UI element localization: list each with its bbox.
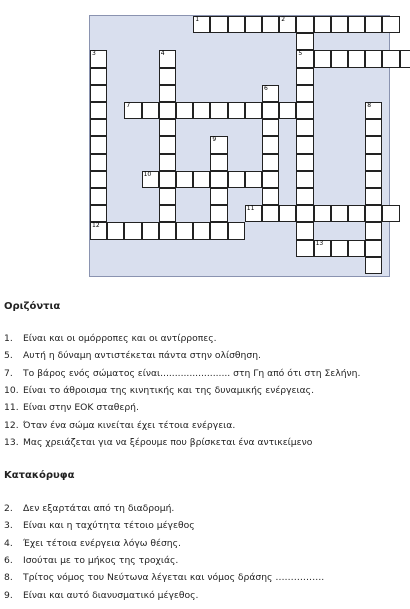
crossword-cell[interactable] — [176, 102, 193, 119]
clue-number: 1. — [4, 333, 13, 344]
crossword-cell[interactable] — [296, 240, 313, 257]
crossword-cell[interactable] — [159, 68, 176, 85]
crossword-cell[interactable] — [348, 50, 365, 67]
across-clue — [4, 350, 261, 361]
crossword-cell[interactable] — [296, 68, 313, 85]
crossword-cell[interactable] — [365, 50, 382, 67]
crossword-cell[interactable] — [296, 50, 313, 67]
clue-text: Μας χρειάζεται για να ξέρουμε που βρίσκεται ένα αντικείμενο — [23, 436, 313, 448]
cell-clue-number: 3 — [92, 50, 96, 58]
crossword-cell[interactable] — [90, 171, 107, 188]
crossword-cell[interactable] — [365, 119, 382, 136]
crossword-cell[interactable] — [159, 222, 176, 239]
clue-text: Είναι και οι ομόρροπες και οι αντίρροπες. — [23, 333, 217, 344]
crossword-cell[interactable] — [296, 222, 313, 239]
crossword-cell[interactable] — [296, 188, 313, 205]
crossword-cell[interactable] — [245, 205, 262, 222]
crossword-cell[interactable] — [365, 257, 382, 274]
crossword-cell[interactable] — [159, 154, 176, 171]
across-clue — [4, 402, 139, 413]
down-clue — [4, 572, 324, 583]
crossword-cell[interactable] — [279, 205, 296, 222]
crossword-cell[interactable] — [331, 240, 348, 257]
crossword-cell[interactable] — [159, 188, 176, 205]
clue-text: Αυτή η δύναμη αντιστέκεται πάντα στην ολίσθηση. — [23, 350, 261, 362]
down-clue — [4, 590, 198, 601]
crossword-cell[interactable] — [193, 171, 210, 188]
cell-clue-number: 2 — [281, 16, 286, 23]
crossword-cell[interactable] — [296, 16, 313, 33]
crossword-cell[interactable] — [314, 50, 331, 67]
crossword-cell[interactable] — [193, 222, 210, 239]
crossword-cell[interactable] — [331, 16, 348, 33]
crossword-cell[interactable] — [348, 16, 365, 33]
crossword-cell[interactable] — [210, 171, 227, 188]
clue-text: Έχει τέτοια ενέργεια λόγω θέσης. — [23, 537, 181, 549]
crossword-cell[interactable] — [365, 16, 382, 33]
crossword-cell[interactable] — [90, 222, 107, 239]
across-clue — [4, 333, 217, 344]
crossword-cell[interactable] — [90, 136, 107, 153]
cell-clue-number: 11 — [246, 205, 255, 213]
clue-text: Τρίτος νόμος του Νεύτωνα λέγεται και νόμος δράσης ……………. — [23, 572, 325, 584]
crossword-cell[interactable] — [159, 85, 176, 102]
crossword-cell[interactable] — [262, 102, 279, 119]
crossword-cell[interactable] — [124, 222, 141, 239]
crossword-cell[interactable] — [90, 205, 107, 222]
crossword-cell[interactable] — [159, 171, 176, 188]
crossword-cell[interactable] — [159, 119, 176, 136]
crossword-cell[interactable] — [228, 102, 245, 119]
crossword-cell[interactable] — [314, 240, 331, 257]
crossword-cell[interactable] — [159, 205, 176, 222]
cell-clue-number: 1 — [195, 16, 200, 23]
clue-number: 3. — [4, 520, 13, 532]
clue-text: Είναι στην ΕΟΚ σταθερή. — [23, 402, 139, 414]
cell-clue-number: 13 — [315, 239, 324, 247]
crossword-cell[interactable] — [365, 171, 382, 188]
down-clue — [4, 520, 195, 531]
cell-clue-number: 5 — [298, 50, 303, 58]
clue-text: Είναι και η ταχύτητα τέτοιο μέγεθος — [23, 520, 195, 532]
crossword-cell[interactable] — [90, 188, 107, 205]
crossword-cell[interactable] — [382, 16, 399, 33]
crossword-cell[interactable] — [210, 16, 227, 33]
crossword-cell[interactable] — [159, 136, 176, 153]
crossword-cell[interactable] — [210, 222, 227, 239]
crossword-cell[interactable] — [228, 16, 245, 33]
crossword-cell[interactable] — [365, 154, 382, 171]
crossword-cell[interactable] — [279, 16, 296, 33]
cell-clue-number: 7 — [126, 102, 131, 109]
clue-text: Όταν ένα σώμα κινείται έχει τέτοια ενέργεια. — [23, 419, 236, 431]
crossword-cell[interactable] — [365, 102, 382, 119]
crossword-grid — [89, 15, 390, 277]
across-clue — [4, 420, 235, 431]
across-heading: Οριζόντια — [4, 301, 61, 312]
crossword-cell[interactable] — [193, 102, 210, 119]
crossword-cell[interactable] — [142, 222, 159, 239]
crossword-cell[interactable] — [365, 205, 382, 222]
crossword-cell[interactable] — [228, 171, 245, 188]
crossword-cell[interactable] — [296, 33, 313, 50]
crossword-cell[interactable] — [262, 205, 279, 222]
crossword-cell[interactable] — [262, 171, 279, 188]
crossword-cell[interactable] — [90, 154, 107, 171]
clue-number: 9. — [4, 589, 13, 601]
clue-text: Είναι το άθροισμα της κινητικής και της δυναμικής ενέργειας. — [23, 384, 314, 396]
crossword-cell[interactable] — [296, 136, 313, 153]
crossword-cell[interactable] — [210, 102, 227, 119]
crossword-cell[interactable] — [400, 50, 410, 67]
crossword-cell[interactable] — [348, 205, 365, 222]
clue-number: 7. — [4, 367, 13, 379]
clue-number: 5. — [4, 350, 13, 362]
clue-text: Είναι και αυτό διανυσματικό μέγεθος. — [23, 589, 199, 601]
clue-number: 13. — [4, 436, 19, 448]
crossword-cell[interactable] — [296, 205, 313, 222]
crossword-cell[interactable] — [382, 50, 399, 67]
clue-number: 12. — [4, 419, 19, 431]
clue-number: 10. — [4, 384, 19, 396]
crossword-cell[interactable] — [90, 50, 107, 67]
crossword-cell[interactable] — [365, 188, 382, 205]
crossword-cell[interactable] — [245, 171, 262, 188]
crossword-cell[interactable] — [262, 136, 279, 153]
crossword-cell[interactable] — [331, 50, 348, 67]
crossword-cell[interactable] — [296, 119, 313, 136]
crossword-cell[interactable] — [314, 205, 331, 222]
down-heading: Κατακόρυφα — [4, 470, 75, 481]
cell-clue-number: 9 — [212, 136, 217, 144]
cell-clue-number: 8 — [367, 102, 372, 109]
clue-number: 6. — [4, 554, 13, 566]
cell-clue-number: 4 — [160, 50, 165, 58]
crossword-cell[interactable] — [159, 50, 176, 67]
crossword-cell[interactable] — [107, 222, 124, 239]
crossword-cell[interactable] — [365, 136, 382, 153]
crossword-cell[interactable] — [193, 16, 210, 33]
crossword-cell[interactable] — [296, 102, 313, 119]
cell-clue-number: 10 — [143, 170, 152, 178]
crossword-cell[interactable] — [382, 205, 399, 222]
crossword-cell[interactable] — [228, 222, 245, 239]
crossword-cell[interactable] — [262, 85, 279, 102]
crossword-cell[interactable] — [90, 119, 107, 136]
crossword-cell[interactable] — [142, 171, 159, 188]
crossword-cell[interactable] — [210, 154, 227, 171]
crossword-cell[interactable] — [279, 102, 296, 119]
crossword-cell[interactable] — [296, 171, 313, 188]
across-clue — [4, 437, 312, 448]
clue-number: 11. — [4, 402, 19, 414]
clue-text: Δεν εξαρτάται από τη διαδρομή. — [23, 503, 175, 514]
crossword-cell[interactable] — [176, 171, 193, 188]
crossword-cell[interactable] — [245, 102, 262, 119]
crossword-cell[interactable] — [365, 240, 382, 257]
crossword-cell[interactable] — [210, 136, 227, 153]
crossword-cell[interactable] — [90, 102, 107, 119]
down-clue — [4, 555, 178, 566]
clue-text: Ισούται με το μήκος της τροχιάς. — [23, 554, 179, 566]
crossword-cell[interactable] — [365, 222, 382, 239]
down-clue — [4, 503, 174, 514]
crossword-cell[interactable] — [124, 102, 141, 119]
crossword-cell[interactable] — [296, 154, 313, 171]
down-clue — [4, 538, 181, 549]
crossword-cell[interactable] — [262, 154, 279, 171]
clue-text: Το βάρος ενός σώματος είναι........................ στη Γη από ότι στη Σελήνη. — [23, 367, 361, 379]
crossword-cell[interactable] — [314, 16, 331, 33]
crossword-cell[interactable] — [348, 240, 365, 257]
clue-number: 4. — [4, 537, 13, 549]
crossword-cell[interactable] — [210, 205, 227, 222]
cell-clue-number: 12 — [92, 222, 100, 230]
crossword-cell[interactable] — [142, 102, 159, 119]
crossword-cell[interactable] — [159, 102, 176, 119]
crossword-cell[interactable] — [210, 188, 227, 205]
cell-clue-number: 6 — [264, 84, 268, 92]
clue-number: 2. — [4, 503, 13, 514]
crossword-cell[interactable] — [176, 222, 193, 239]
crossword-cell[interactable] — [262, 119, 279, 136]
crossword-cell[interactable] — [262, 16, 279, 33]
crossword-cell[interactable] — [331, 205, 348, 222]
crossword-cell[interactable] — [90, 68, 107, 85]
across-clue — [4, 385, 314, 396]
crossword-cell[interactable] — [262, 188, 279, 205]
crossword-cell[interactable] — [245, 16, 262, 33]
across-clue — [4, 368, 360, 379]
crossword-cell[interactable] — [90, 85, 107, 102]
clue-number: 8. — [4, 572, 13, 584]
crossword-cell[interactable] — [296, 85, 313, 102]
